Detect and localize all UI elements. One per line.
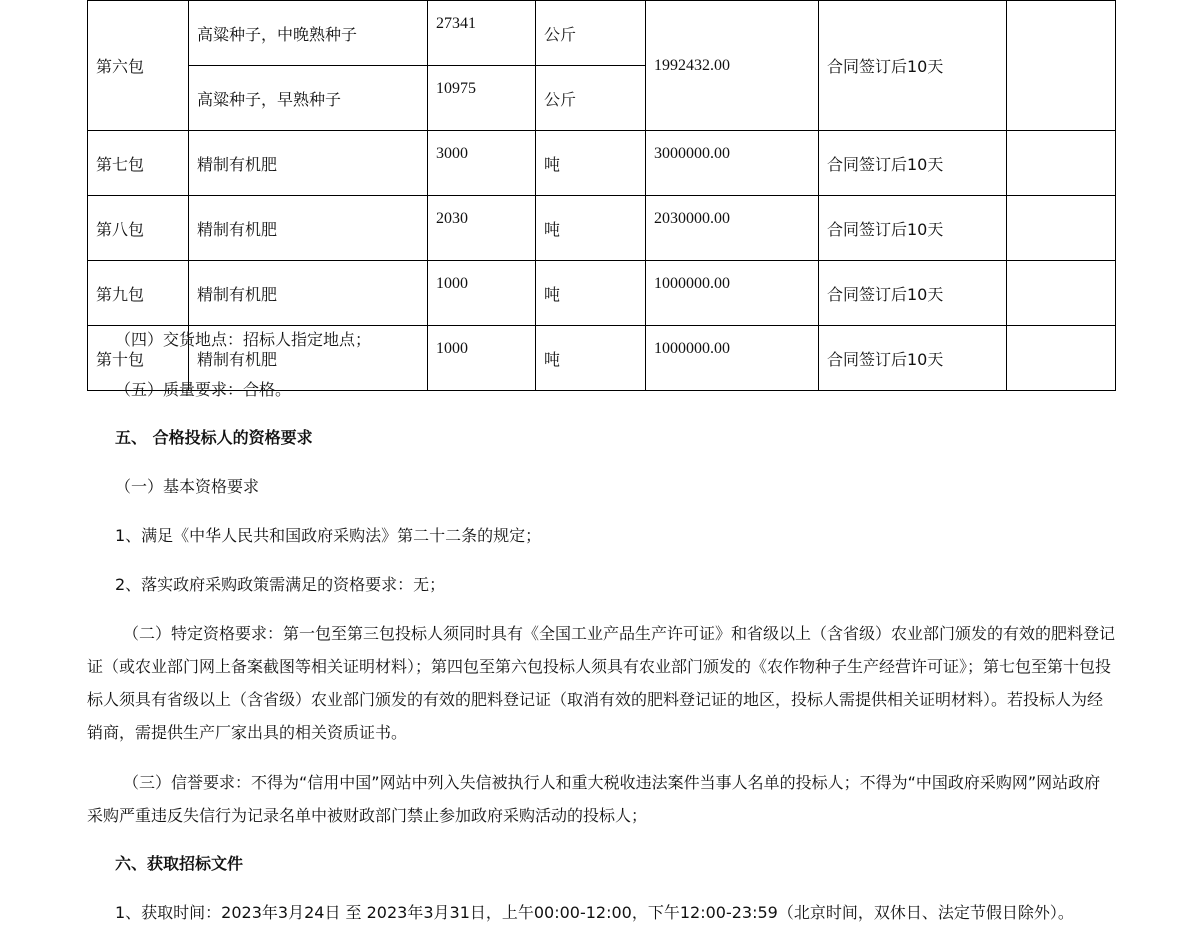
- requirement-2-paragraph: 2、落实政府采购政策需满足的资格要求：无；: [115, 575, 446, 594]
- special-requirements-paragraph: （二）特定资格要求：第一包至第三包投标人须同时具有《全国工业产品生产许可证》和省级以上（含省级）农业部门颁发的有效的肥料登记证（或农业部门网上备案截图等相关证明材料）；第四包至第六包投标人须具有农业部门颁发的《农作物种子生产经营许可证》；第七包至第十包投标人须具有省级以上（含省级）农业部门颁发的有效的肥料登记证（取消有效的肥料登记证的地区，投标人需提供相关证明材料）。若投标人为经销商，需提供生产厂家出具的相关资质证书。: [87, 624, 1116, 742]
- unit-cell: 公斤: [536, 66, 646, 131]
- table-row: [88, 261, 1116, 326]
- basic-requirements-subheading: （一）基本资格要求: [115, 477, 260, 496]
- item-cell: 精制有机肥: [189, 326, 428, 391]
- delivery-cell: 合同签订后10天: [819, 196, 1007, 261]
- empty-cell: [1007, 261, 1116, 326]
- credit-requirements-paragraph: （三）信誉要求：不得为“信用中国”网站中列入失信被执行人和重大税收违法案件当事人名单的投标人；不得为“中国政府采购网”网站政府采购严重违反失信行为记录名单中被财政部门禁止参加政府采购活动的投标人；: [87, 773, 1101, 825]
- section-heading-qualification: 五、 合格投标人的资格要求: [115, 428, 313, 447]
- quantity-cell: 1000: [428, 261, 536, 326]
- quantity-cell: 1000: [428, 326, 536, 391]
- amount-cell: 1992432.00: [646, 1, 819, 131]
- quantity-cell: 3000: [428, 131, 536, 196]
- obtain-time-paragraph: 1、获取时间：2023年3月24日 至 2023年3月31日，上午00:00-12:00，下午12:00-23:59（北京时间，双休日、法定节假日除外）。: [115, 903, 1074, 922]
- requirement-1-paragraph: 1、满足《中华人民共和国政府采购法》第二十二条的规定；: [115, 526, 542, 545]
- delivery-cell: 合同签订后10天: [819, 261, 1007, 326]
- item-cell: 精制有机肥: [189, 131, 428, 196]
- delivery-cell: 合同签订后10天: [819, 1, 1007, 131]
- package-cell: 第八包: [88, 196, 189, 261]
- package-cell: 第六包: [88, 1, 189, 131]
- item-cell: 精制有机肥: [189, 196, 428, 261]
- item-cell: 高粱种子，早熟种子: [189, 66, 428, 131]
- item-cell: 高粱种子，中晚熟种子: [189, 1, 428, 66]
- table-row: [88, 196, 1116, 261]
- empty-cell: [1007, 131, 1116, 196]
- item-cell: 精制有机肥: [189, 261, 428, 326]
- unit-cell: 吨: [536, 196, 646, 261]
- table-row: [88, 1, 1116, 66]
- amount-cell: 1000000.00: [646, 261, 819, 326]
- empty-cell: [1007, 1, 1116, 131]
- quality-paragraph: （五）质量要求：合格。: [115, 380, 292, 399]
- amount-cell: 1000000.00: [646, 326, 819, 391]
- delivery-cell: 合同签订后10天: [819, 326, 1007, 391]
- package-cell: 第十包: [88, 326, 189, 391]
- package-cell: 第七包: [88, 131, 189, 196]
- amount-cell: 2030000.00: [646, 196, 819, 261]
- unit-cell: 吨: [536, 131, 646, 196]
- unit-cell: 公斤: [536, 1, 646, 66]
- delivery-place-paragraph: （四）交货地点：招标人指定地点；: [115, 330, 372, 349]
- quantity-cell: 10975: [428, 66, 536, 131]
- table-row: [88, 131, 1116, 196]
- amount-cell: 3000000.00: [646, 131, 819, 196]
- quantity-cell: 27341: [428, 1, 536, 66]
- section-heading-obtain-documents: 六、获取招标文件: [115, 854, 244, 873]
- empty-cell: [1007, 196, 1116, 261]
- quantity-cell: 2030: [428, 196, 536, 261]
- unit-cell: 吨: [536, 261, 646, 326]
- delivery-cell: 合同签订后10天: [819, 131, 1007, 196]
- package-cell: 第九包: [88, 261, 189, 326]
- unit-cell: 吨: [536, 326, 646, 391]
